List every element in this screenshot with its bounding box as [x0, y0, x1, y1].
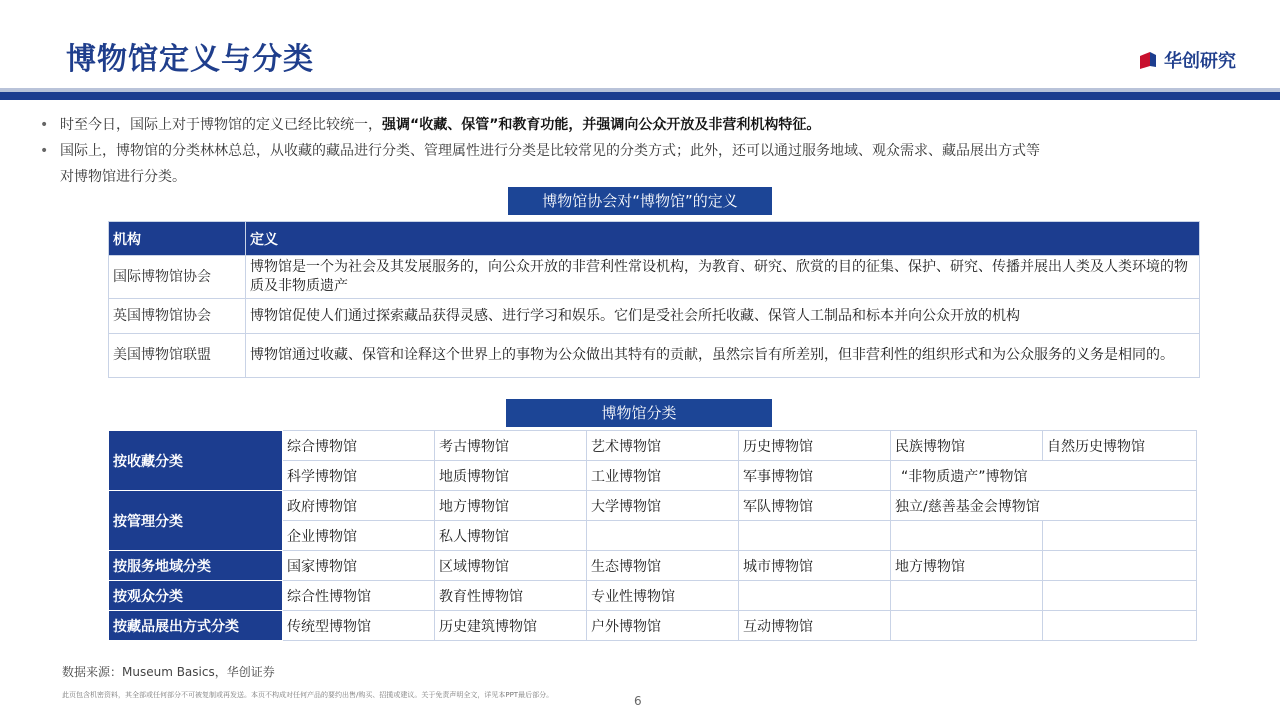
table-cell: [891, 611, 1043, 641]
column-header-def: 定义: [246, 222, 1200, 256]
bullet-definition: • 时至今日，国际上对于博物馆的定义已经比较统一，强调“收藏、保管”和教育功能，并强调向公众开放及非营利机构特征。: [40, 112, 1240, 138]
bullet-emphasis: 强调“收藏、保管”和教育功能，并强调向公众开放及非营利机构特征。: [382, 117, 821, 133]
classification-table: [108, 430, 1197, 641]
definition-header-row: [109, 222, 1200, 256]
table-cell: [1043, 611, 1197, 641]
column-header-org: 机构: [109, 222, 246, 256]
table-cell: 生态博物馆: [587, 551, 739, 581]
intro-bullets: [40, 112, 1240, 190]
table-row: [109, 551, 1197, 581]
table-cell: 政府博物馆: [283, 491, 435, 521]
logo-text: 华创研究: [1164, 51, 1236, 72]
table-cell: 教育性博物馆: [435, 581, 587, 611]
page-number: 6: [634, 694, 642, 708]
table-cell: 城市博物馆: [739, 551, 891, 581]
table-cell: 企业博物馆: [283, 521, 435, 551]
definition-cell: 博物馆是一个为社会及其发展服务的，向公众开放的非营利性常设机构，为教育、研究、欣赏的目的征集、保护、研究、传播并展出人类及人类环境的物质及非物质遗产: [246, 256, 1200, 299]
category-label: 按藏品展出方式分类: [109, 611, 283, 641]
org-cell: 英国博物馆协会: [109, 299, 246, 334]
table-cell: 私人博物馆: [435, 521, 587, 551]
table-cell: “非物质遗产”博物馆: [891, 461, 1197, 491]
category-label: 按服务地域分类: [109, 551, 283, 581]
table-cell: 地质博物馆: [435, 461, 587, 491]
table-cell: 综合博物馆: [283, 431, 435, 461]
disclaimer: 此页包含机密资料，其全部或任何部分不可被复制或再发送。本页不构成对任何产品的要约出售/购买、招揽或建议。关于免责声明全文，详见本PPT最后部分。: [62, 691, 554, 699]
header-divider: [0, 88, 1280, 96]
table-cell: [739, 581, 891, 611]
definition-cell: 博物馆促使人们通过探索藏品获得灵感、进行学习和娱乐。它们是受社会所托收藏、保管人工制品和标本并向公众开放的机构: [246, 299, 1200, 334]
table-cell: 军队博物馆: [739, 491, 891, 521]
table-cell: 考古博物馆: [435, 431, 587, 461]
table-cell: 大学博物馆: [587, 491, 739, 521]
table-cell: 军事博物馆: [739, 461, 891, 491]
table-cell: [739, 521, 891, 551]
table-cell: [587, 521, 739, 551]
definition-caption: 博物馆协会对“博物馆”的定义: [508, 187, 772, 215]
table-row: [109, 299, 1200, 334]
table-row: [109, 256, 1200, 299]
brand-logo: [1138, 47, 1236, 73]
table-cell: [891, 521, 1043, 551]
data-source: 数据来源：Museum Basics，华创证券: [62, 665, 275, 679]
bullet-dot-icon: •: [40, 117, 49, 133]
table-cell: 历史博物馆: [739, 431, 891, 461]
table-cell: [1043, 581, 1197, 611]
table-row: [109, 491, 1197, 521]
table-cell: [1043, 521, 1197, 551]
table-cell: 户外博物馆: [587, 611, 739, 641]
org-cell: 美国博物馆联盟: [109, 334, 246, 378]
table-cell: 独立/慈善基金会博物馆: [891, 491, 1197, 521]
bullet-dot-icon: •: [40, 143, 49, 159]
table-cell: 工业博物馆: [587, 461, 739, 491]
table-cell: 专业性博物馆: [587, 581, 739, 611]
org-cell: 国际博物馆协会: [109, 256, 246, 299]
table-cell: 区域博物馆: [435, 551, 587, 581]
logo-mark-icon: [1138, 50, 1158, 70]
classification-caption: 博物馆分类: [506, 399, 772, 427]
category-label: 按收藏分类: [109, 431, 283, 491]
category-label: 按管理分类: [109, 491, 283, 551]
table-cell: 地方博物馆: [891, 551, 1043, 581]
table-cell: 综合性博物馆: [283, 581, 435, 611]
definition-cell: 博物馆通过收藏、保管和诠释这个世界上的事物为公众做出其特有的贡献，虽然宗旨有所差别，但非营利性的组织形式和为公众服务的义务是相同的。: [246, 334, 1200, 378]
page-title: 博物馆定义与分类: [66, 42, 314, 77]
definition-table: [108, 221, 1200, 378]
table-cell: 科学博物馆: [283, 461, 435, 491]
table-row: [109, 431, 1197, 461]
table-cell: 民族博物馆: [891, 431, 1043, 461]
table-cell: 艺术博物馆: [587, 431, 739, 461]
table-row: [109, 334, 1200, 378]
bullet-classification: • 国际上，博物馆的分类林林总总，从收藏的藏品进行分类、管理属性进行分类是比较常见的分类方式；此外，还可以通过服务地域、观众需求、藏品展出方式等 对博物馆进行分类。: [40, 138, 1240, 190]
table-row: [109, 611, 1197, 641]
table-cell: 传统型博物馆: [283, 611, 435, 641]
table-cell: 互动博物馆: [739, 611, 891, 641]
category-label: 按观众分类: [109, 581, 283, 611]
table-cell: [891, 581, 1043, 611]
table-cell: 历史建筑博物馆: [435, 611, 587, 641]
table-cell: [1043, 551, 1197, 581]
table-cell: 自然历史博物馆: [1043, 431, 1197, 461]
table-row: [109, 581, 1197, 611]
table-cell: 国家博物馆: [283, 551, 435, 581]
table-cell: 地方博物馆: [435, 491, 587, 521]
